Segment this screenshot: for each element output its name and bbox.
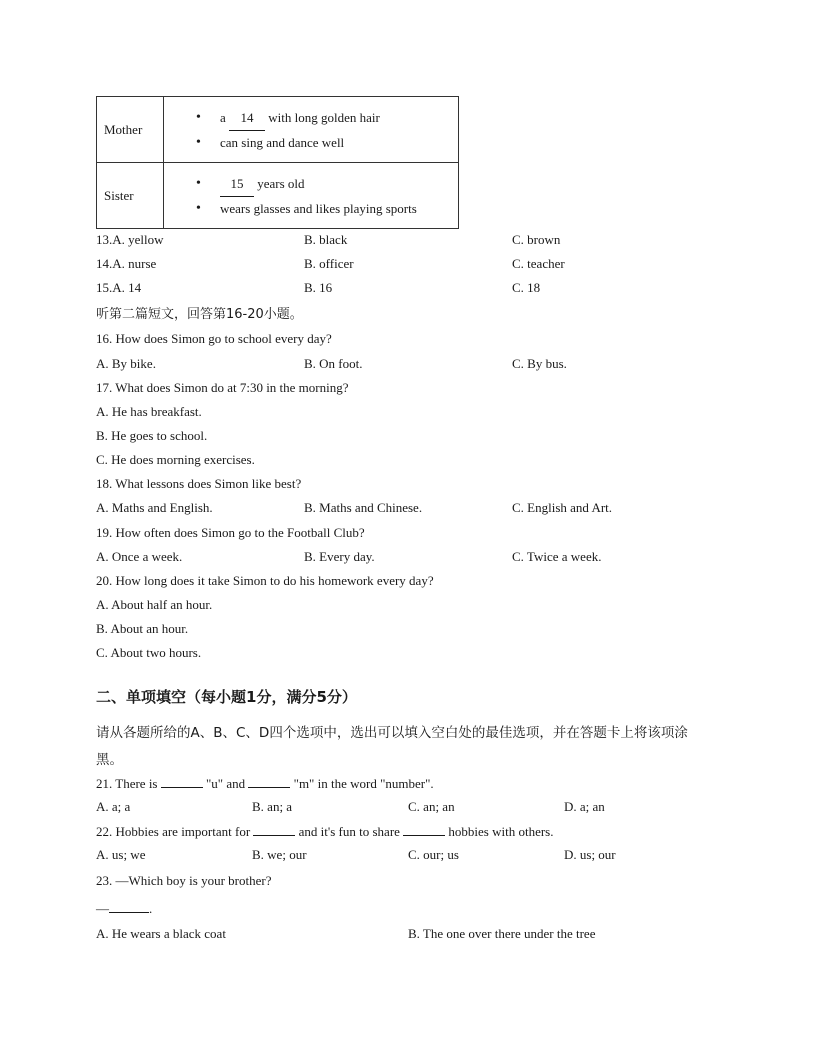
q15-option-c: C. 18 — [512, 280, 541, 295]
q22-stem: 22. Hobbies are important for and it's fun to share hobbies with others. — [96, 824, 554, 839]
q20-option-c: C. About two hours. — [96, 645, 202, 660]
q22-option-d: D. us; our — [564, 847, 616, 862]
q17-option-c: C. He does morning exercises. — [96, 452, 255, 467]
q23-answer-line: — . — [96, 901, 153, 916]
section-2-instruction-line1: 请从各题所给的A、B、C、D四个选项中，选出可以填入空白处的最佳选项，并在答题卡上将该项涂 — [96, 725, 688, 741]
q21-option-a: A. a; a — [96, 799, 131, 814]
q15-option-b: B. 16 — [304, 280, 333, 295]
q21-option-b: B. an; a — [252, 799, 293, 814]
q16-option-a: A. By bike. — [96, 356, 156, 371]
list-item: • a 14 with long golden hair — [220, 105, 458, 130]
q22-option-a: A. us; we — [96, 847, 146, 862]
q21-stem: 21. There is "u" and "m" in the word "number". — [96, 776, 434, 791]
q20-stem: 20. How long does it take Simon to do his homework every day? — [96, 573, 434, 588]
answer-blank — [109, 900, 149, 913]
section-2-instruction-line2: 黑。 — [96, 752, 123, 768]
q23-option-a: A. He wears a black coat — [96, 926, 226, 941]
q17-option-a: A. He has breakfast. — [96, 404, 202, 419]
row-label: Mother — [97, 97, 164, 163]
answer-blank — [248, 775, 290, 788]
list-item: • 15 years old — [220, 171, 458, 196]
section-instruction-listening: 听第二篇短文，回答第16-20小题。 — [96, 307, 303, 322]
q19-option-a: A. Once a week. — [96, 549, 183, 564]
q17-stem: 17. What does Simon do at 7:30 in the morning? — [96, 380, 349, 395]
q13-option-b: B. black — [304, 232, 348, 247]
q22-option-c: C. our; us — [408, 847, 459, 862]
row-label: Sister — [97, 163, 164, 229]
q21-option-d: D. a; an — [564, 799, 605, 814]
answer-blank — [253, 823, 295, 836]
q18-option-b: B. Maths and Chinese. — [304, 500, 423, 515]
q23-option-b: B. The one over there under the tree — [408, 926, 596, 941]
q15-option-a: 15.A. 14 — [96, 280, 142, 295]
list-item: • wears glasses and likes playing sports — [220, 196, 458, 221]
q19-option-c: C. Twice a week. — [512, 549, 602, 564]
q19-stem: 19. How often does Simon go to the Football Club? — [96, 525, 365, 540]
q14-option-a: 14.A. nurse — [96, 256, 157, 271]
q16-option-c: C. By bus. — [512, 356, 567, 371]
q22-option-b: B. we; our — [252, 847, 307, 862]
table-row — [97, 163, 459, 229]
q23-stem: 23. —Which boy is your brother? — [96, 873, 272, 888]
section-2-heading: 二、单项填空（每小题1分，满分5分） — [96, 688, 357, 706]
answer-blank-14: 14 — [229, 105, 265, 131]
answer-blank-15: 15 — [220, 171, 254, 197]
q21-option-c: C. an; an — [408, 799, 455, 814]
q20-option-b: B. About an hour. — [96, 621, 189, 636]
q18-stem: 18. What lessons does Simon like best? — [96, 476, 302, 491]
q14-option-c: C. teacher — [512, 256, 565, 271]
q18-option-c: C. English and Art. — [512, 500, 613, 515]
q17-option-b: B. He goes to school. — [96, 428, 208, 443]
q16-stem: 16. How does Simon go to school every day? — [96, 331, 332, 346]
table-row — [97, 97, 459, 163]
q13-option-c: C. brown — [512, 232, 561, 247]
answer-blank — [403, 823, 445, 836]
q14-option-b: B. officer — [304, 256, 354, 271]
family-description-table — [96, 96, 459, 229]
q13-option-a: 13.A. yellow — [96, 232, 164, 247]
q20-option-a: A. About half an hour. — [96, 597, 213, 612]
list-item: • can sing and dance well — [220, 130, 458, 155]
q18-option-a: A. Maths and English. — [96, 500, 213, 515]
answer-blank — [161, 775, 203, 788]
q19-option-b: B. Every day. — [304, 549, 375, 564]
q16-option-b: B. On foot. — [304, 356, 363, 371]
